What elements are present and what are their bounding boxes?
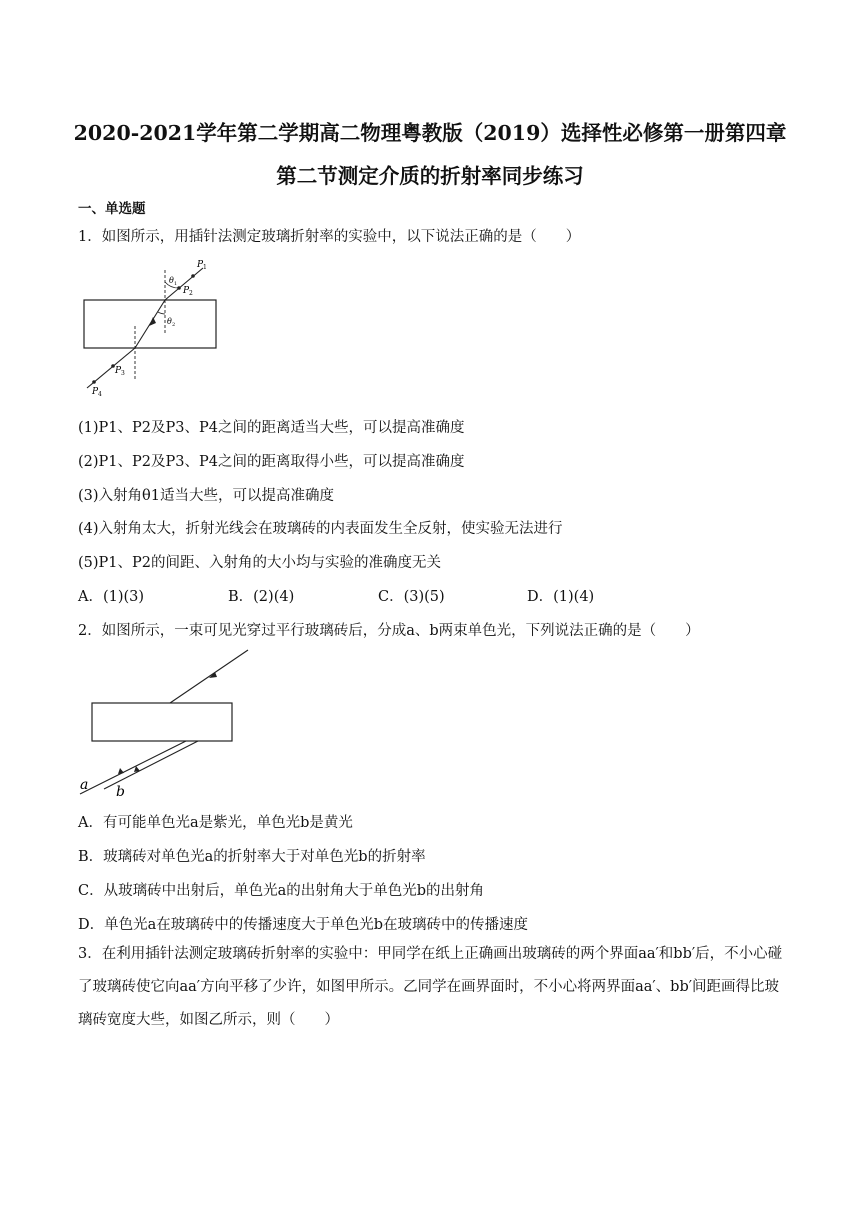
- ray-b: [104, 741, 198, 789]
- svg-text:3: 3: [121, 370, 125, 377]
- incident-arrow: [209, 672, 217, 678]
- document-title-line-2: 第二节测定介质的折射率同步练习: [276, 164, 584, 188]
- ray-a-arrow: [118, 768, 124, 774]
- q1-option-b: B．(2)(4): [228, 589, 295, 605]
- svg-text:2: 2: [172, 322, 176, 328]
- label-theta2: θ: [167, 317, 172, 326]
- q1-statement-3: (3)入射角θ1适当大些，可以提高准确度: [78, 488, 334, 504]
- svg-text:1: 1: [174, 281, 178, 287]
- ray-arrow: [149, 317, 156, 326]
- q1-stem: 1．如图所示，用插针法测定玻璃折射率的实验中，以下说法正确的是（ ）: [78, 229, 581, 245]
- theta2-arc: [158, 312, 165, 314]
- document-title-line-1: 2020-2021学年第二学期高二物理粤教版（2019）选择性必修第一册第四章: [73, 121, 787, 145]
- svg-text:2: 2: [189, 290, 193, 297]
- q2-option-d: D．单色光a在玻璃砖中的传播速度大于单色光b在玻璃砖中的传播速度: [78, 917, 529, 933]
- q2-stem: 2．如图所示，一束可见光穿过平行玻璃砖后，分成a、b两束单色光，下列说法正确的是（ ）: [78, 623, 700, 639]
- q2-glass-figure: [76, 646, 256, 798]
- q1-statement-2: (2)P1、P2及P3、P4之间的距离取得小些，可以提高准确度: [78, 454, 465, 470]
- label-p3: P: [115, 366, 122, 376]
- pin-p1: [191, 274, 195, 278]
- q1-option-d: D．(1)(4): [527, 589, 595, 605]
- q1-statement-1: (1)P1、P2及P3、P4之间的距离适当大些，可以提高准确度: [78, 420, 465, 436]
- q1-option-a: A．(1)(3): [78, 589, 145, 605]
- svg-text:4: 4: [98, 391, 102, 398]
- label-b: b: [116, 784, 125, 798]
- glass-block: [92, 703, 232, 741]
- svg-text:1: 1: [203, 264, 207, 271]
- label-p1: P: [197, 260, 204, 270]
- label-p4: P: [92, 387, 99, 397]
- pin-p4: [92, 380, 96, 384]
- label-theta1: θ: [169, 276, 174, 285]
- q2-option-c: C．从玻璃砖中出射后，单色光a的出射角大于单色光b的出射角: [78, 883, 485, 899]
- q2-option-b: B．玻璃砖对单色光a的折射率大于对单色光b的折射率: [78, 849, 426, 865]
- q1-option-c: C．(3)(5): [378, 589, 445, 605]
- q1-statement-4: (4)入射角太大，折射光线会在玻璃砖的内表面发生全反射，使实验无法进行: [78, 521, 563, 537]
- q1-statement-5: (5)P1、P2的间距、入射角的大小均与实验的准确度无关: [78, 555, 442, 571]
- section-heading: 一、单选题: [78, 201, 146, 217]
- label-p2: P: [183, 286, 190, 296]
- q1-refraction-figure: [78, 254, 228, 399]
- q2-option-a: A．有可能单色光a是紫光，单色光b是黄光: [78, 815, 353, 831]
- ray-a: [80, 741, 186, 794]
- q3-stem: 3．在利用插针法测定玻璃砖折射率的实验中：甲同学在纸上正确画出玻璃砖的两个界面aa′和bb′后，不小心碰了玻璃砖使它向aa′方向平移了少许，如图甲所示。乙同学在画界面时，不小心将两界面aa′、bb′间距画得比玻璃砖宽度大些，如图乙所示，则（ ）: [78, 946, 783, 1028]
- label-a: a: [80, 777, 89, 793]
- incident-ray: [170, 650, 248, 703]
